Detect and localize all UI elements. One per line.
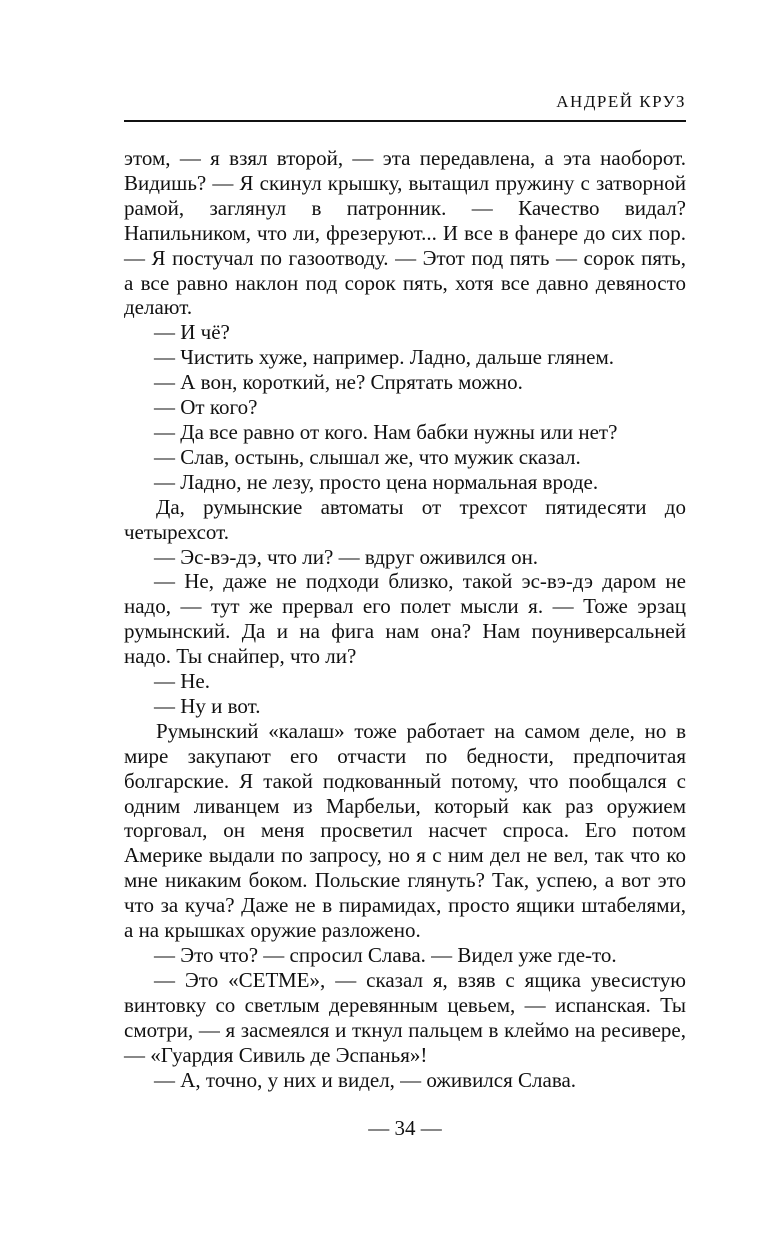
body-text	[124, 146, 686, 1092]
dialogue-line: — А вон, короткий, не? Спрятать можно.	[154, 370, 523, 395]
paragraph: Румынский «калаш» тоже работает на самом деле, но в мире закупают его отчасти по бедности, предпочитая болгарские. Я такой подкованный потому, что пообщался с одним ливанцем из Марбельи, который как раз оружием торговал, он меня просветил насчет спроса. Его потом Америке выдали по запросу, но я с ним дел не вел, так что ко мне никаким боком. Польские глянуть? Так, успею, а вот это что за куча? Даже не в пирамидах, просто ящики штабелями, а на крышках оружие разложено.	[124, 718, 686, 943]
dialogue-line: — Не, даже не подходи близко, такой эс-вэ-дэ даром не надо, — тут же прервал его полет мысли я. — Тоже эрзац румынский. Да и на фига нам она? Нам поуниверсальней надо. Ты снайпер, что ли?	[124, 569, 686, 669]
dialogue-line: — Слав, остынь, слышал же, что мужик сказал.	[154, 444, 581, 469]
dialogue-line: — Да все равно от кого. Нам бабки нужны или нет?	[154, 419, 618, 444]
dialogue-line: — И чё?	[154, 320, 230, 345]
dialogue-line: — А, точно, у них и видел, — оживился Слава.	[154, 1067, 577, 1092]
dialogue-line: — Это что? — спросил Слава. — Видел уже где-то.	[154, 943, 617, 967]
dialogue-line: — От кого?	[154, 395, 258, 420]
dialogue-line: — Не.	[154, 669, 210, 694]
dialogue-line: — Ладно, не лезу, просто цена нормальная вроде.	[154, 469, 599, 494]
page-number: — 34 —	[368, 1116, 442, 1140]
dialogue-line: — Эс-вэ-дэ, что ли? — вдруг оживился он.	[154, 544, 539, 569]
running-head-author: АНДРЕЙ КРУЗ	[556, 92, 686, 111]
header-rule	[124, 120, 686, 122]
dialogue-line: — Это «СЕТМЕ», — сказал я, взяв с ящика увесистую винтовку со светлым деревянным цевьем, — испанская. Ты смотри, — я засмеялся и ткнул пальцем в клеймо на ресивере,— «Гуардия Сивиль де Эспанья»!	[124, 967, 686, 1067]
paragraph: этом, — я взял второй, — эта передавлена, а эта наоборот. Видишь? — Я скинул крышку, вытащил пружину с затворной рамой, заглянул в патронник. — Качество видал? Напильником, что ли, фрезеруют... И все в фанере до сих пор. — Я постучал по газоотводу. — Этот под пять — сорок пять, а все равно наклон под сорок пять, хотя все давно девяносто делают.	[124, 146, 686, 320]
dialogue-line: — Чистить хуже, например. Ладно, дальше глянем.	[154, 345, 614, 370]
paragraph: Да, румынские автоматы от трехсот пятидесяти до четырехсот.	[124, 494, 686, 544]
dialogue-line: — Ну и вот.	[154, 693, 261, 718]
